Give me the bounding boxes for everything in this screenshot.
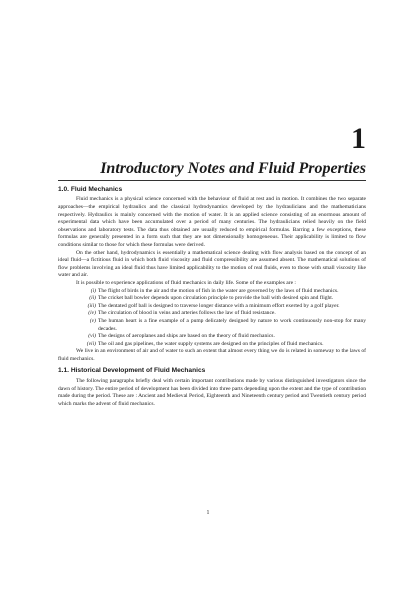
list-item <box>84 333 366 341</box>
examples-list <box>58 288 366 349</box>
list-item-text: The oil and gas pipelines, the water supply systems are designed on the principles of fluid mechanics. <box>98 340 324 347</box>
title-rule <box>58 180 366 181</box>
chapter-number: 1 <box>351 122 366 155</box>
chapter-title: Introductory Notes and Fluid Properties <box>100 160 366 177</box>
list-marker: (iii) <box>87 302 96 309</box>
list-marker: (v) <box>89 317 96 324</box>
section-heading: 1.1. Historical Development of Fluid Mechanics <box>58 367 206 375</box>
page-content <box>58 186 366 408</box>
list-marker: (vi) <box>88 333 96 340</box>
list-marker: (ii) <box>89 295 96 302</box>
section-heading: 1.0. Fluid Mechanics <box>58 186 123 193</box>
list-item <box>84 310 366 318</box>
list-item <box>84 295 366 303</box>
list-marker: (vii) <box>86 340 96 347</box>
list-item-text: The flight of birds in the air and the motion of fish in the water are governed by the laws of fluid mechanics. <box>98 287 339 294</box>
list-item <box>84 341 366 349</box>
list-item <box>84 288 366 296</box>
paragraph: It is possible to experience applications of fluid mechanics in daily life. Some of the examples are : <box>76 279 296 286</box>
page-number: 1 <box>206 510 210 516</box>
list-marker: (i) <box>90 287 96 294</box>
paragraph: We live in an environment of air and of water to such an extent that almost every thing we do is related in someway to the laws of fluid mechanics. <box>58 348 366 362</box>
list-item-text: The designs of aeroplanes and ships are based on the theory of fluid mechanics. <box>98 333 275 340</box>
list-item-text: The circulation of blood in veins and arteries follows the law of fluid resistance. <box>98 310 276 317</box>
section-fluid-mechanics <box>58 186 366 363</box>
list-item-text: The cricket ball bowler depends upon circulation principle to provide the ball with desired spin and flight. <box>98 295 334 302</box>
list-item-text: The human heart is a fine example of a pump delicately designed by nature to work continuously non-stop for many decades. <box>98 317 366 332</box>
section-historical-development <box>58 367 366 408</box>
paragraph: Fluid mechanics is a physical science concerned with the behaviour of fluid at rest and in motion. It combines the two separate approaches—the empirical hydraulics and the classical hydrodynamics developed by the hydraulicians and the mathematicians respectively. Hydraulics is mainly concerned with the motion of water. It is an applied science consisting of an enormous amount of experimental data which have been accumulated over a period of many centuries. The hydraulicians relied heavily on the field observations and laboratory tests. The data thus obtained are usually reduced to empirical formulas. Barring a few exceptions, these formulas are generally presented in a form such that they are not dimensionally homogeneous. Their applicability is limited to flow conditions similar to those for which these formulas were derived. <box>58 196 366 248</box>
list-marker: (iv) <box>88 310 96 317</box>
list-item-text: The dentated golf ball is designed to traverse longer distance with a minimum effort exerted by a golf player. <box>98 302 340 309</box>
paragraph: On the other hand, hydrodynamics is essentially a mathematical science dealing with flow analysis based on the concept of an ideal fluid—a fictitious fluid in which both fluid viscosity and fluid compressibility are assumed absent. The mathematical solutions of flow problems involving an ideal fluid thus have limited applicability to the motion of real fluids, even to those with small viscosity like water and air. <box>58 249 366 279</box>
paragraph: The following paragraphs briefly deal with certain important contributions made by various distinguished investigators since the dawn of history. The entire period of development has been divided into three parts depending upon the extent and the type of contribution made during the period. These are : Ancient and Medieval Period, Eighteenth and Nineteenth century period and Twentieth century period which marks the advent of fluid mechanics. <box>58 377 366 407</box>
list-item <box>84 318 366 333</box>
